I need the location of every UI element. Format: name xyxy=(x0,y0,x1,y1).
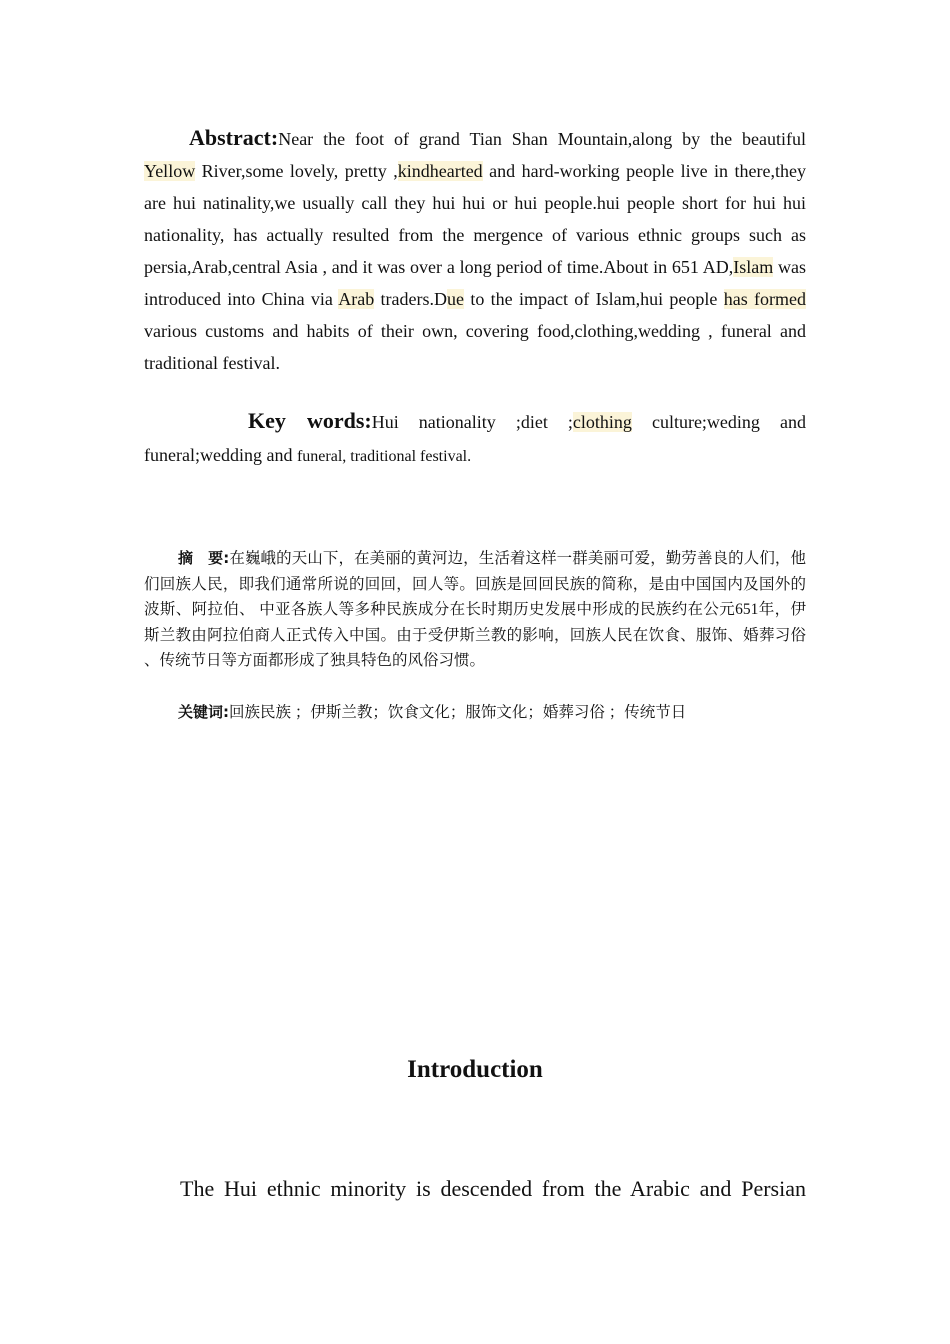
chinese-keywords xyxy=(178,700,686,725)
highlighted-word: clothing xyxy=(572,412,632,432)
english-abstract xyxy=(144,122,806,379)
keywords-text: Hui nationality ;diet ; xyxy=(371,412,573,432)
abstract-text: traders.D xyxy=(374,289,448,309)
highlighted-word: Yellow xyxy=(144,161,196,181)
chinese-keywords-text: 回族民族 ；伊斯兰教；饮食文化；服饰文化；婚葬习俗 ；传统节日 xyxy=(229,704,687,721)
introduction-heading: Introduction xyxy=(407,1056,543,1083)
chinese-keywords-label: 关键词: xyxy=(178,703,229,721)
keywords-text: culture;weding and funeral;wedding and xyxy=(144,412,806,465)
chinese-abstract-label: 摘 要: xyxy=(178,549,230,567)
abstract-label: Abstract: xyxy=(189,125,279,150)
abstract-text: various customs and habits of their own, covering food,clothing,wedding , funeral and traditional festival. xyxy=(144,321,806,373)
chinese-abstract-text: 在巍峨的天山下，在美丽的黄河边，生活着这样一群美丽可爱，勤劳善良的人们，他们回族人民，即我们通常所说的回回，回人等。回族是回回民族的简称，是由中国国内及国外的波斯、阿拉伯、 中亚各族人等多种民族成分在长时期历史发展中形成的民族约在公元651年，伊斯兰教由阿拉伯商人正式传入中国。由于受伊斯兰教的影响，回族人民在饮食、服饰、婚葬习俗 、传统节日等方面都形成了独具特色的风俗习惯。 xyxy=(144,550,806,669)
highlighted-word: ue xyxy=(447,289,465,309)
abstract-text: to the impact of Islam,hui people xyxy=(464,289,724,309)
chinese-abstract xyxy=(144,546,806,674)
highlighted-word: Islam xyxy=(733,257,774,277)
abstract-text: River,some lovely, pretty , xyxy=(195,161,398,181)
highlighted-word: Arab xyxy=(338,289,375,309)
abstract-text: and hard-working people live in there,they are hui natinality,we usually call they hui hui or hui people.hui people short for hui hui nationality, has actually resulted from the mergence of various ethnic groups such as persia,Arab,central Asia , and it was over a long period of time.About in 651 AD, xyxy=(144,161,806,277)
english-keywords xyxy=(144,404,806,473)
introduction-paragraph: The Hui ethnic minority is descended from the Arabic and Persian xyxy=(180,1176,806,1201)
highlighted-word: has formed xyxy=(723,289,806,309)
abstract-text: Near the foot of grand Tian Shan Mountain,along by the beautiful xyxy=(278,129,806,149)
highlighted-word: kindhearted xyxy=(397,161,483,181)
abstract-text: was introduced into China via xyxy=(144,257,806,309)
keywords-text-small: funeral, traditional festival. xyxy=(296,448,472,465)
keywords-label: Key words: xyxy=(248,408,372,433)
